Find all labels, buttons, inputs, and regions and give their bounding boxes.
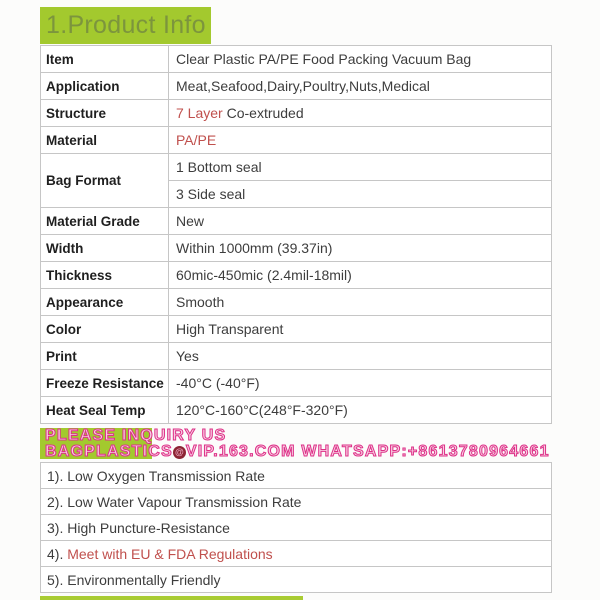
spec-label-structure: Structure [41, 100, 169, 127]
features-table [40, 462, 552, 593]
inquiry-line1: PLEASE INQUIRY US [45, 427, 227, 444]
spec-value-structure [169, 100, 552, 127]
feature-row-1 [41, 463, 552, 489]
spec-label-material: Material [41, 127, 169, 154]
spec-value-color: High Transparent [169, 316, 552, 343]
feature-row-4 [41, 541, 552, 567]
spec-row-width [41, 235, 552, 262]
feature-cell-1 [41, 463, 552, 489]
feature-cell-3 [41, 515, 552, 541]
spec-row-print [41, 343, 552, 370]
spec-row-thickness [41, 262, 552, 289]
spec-row-application [41, 73, 552, 100]
spec-label-appearance: Appearance [41, 289, 169, 316]
spec-row-heat-seal-temp [41, 397, 552, 424]
spec-label-application: Application [41, 73, 169, 100]
spec-label-freeze-resistance: Freeze Resistance [41, 370, 169, 397]
feature-text-4: Meet with EU & FDA Regulations [67, 545, 273, 562]
feature-row-3 [41, 515, 552, 541]
spec-row-appearance [41, 289, 552, 316]
feature-text-3: High Puncture-Resistance [67, 519, 230, 536]
spec-value-bag-format-1: 1 Bottom seal [169, 154, 552, 181]
structure-red-text: 7 Layer [176, 105, 223, 121]
product-spec-table [40, 45, 552, 424]
feature-num-3: 3). [47, 519, 64, 536]
spec-label-color: Color [41, 316, 169, 343]
spec-value-width: Within 1000mm (39.37in) [169, 235, 552, 262]
feature-text-2: Low Water Vapour Transmission Rate [67, 493, 302, 510]
spec-label-width: Width [41, 235, 169, 262]
inquiry-line2 [45, 444, 560, 460]
spec-value-appearance: Smooth [169, 289, 552, 316]
feature-num-1: 1). [47, 467, 64, 484]
spec-label-material-grade: Material Grade [41, 208, 169, 235]
spec-label-heat-seal-temp: Heat Seal Temp [41, 397, 169, 424]
section-header-highlight [40, 7, 211, 44]
spec-value-print: Yes [169, 343, 552, 370]
feature-cell-2 [41, 489, 552, 515]
inquiry-text [40, 426, 560, 460]
section-title: 1.Product Info [46, 11, 206, 39]
spec-value-application: Meat,Seafood,Dairy,Poultry,Nuts,Medical [169, 73, 552, 100]
spec-row-color [41, 316, 552, 343]
feature-num-5: 5). [47, 571, 64, 588]
spec-value-thickness: 60mic-450mic (2.4mil-18mil) [169, 262, 552, 289]
feature-text-1: Low Oxygen Transmission Rate [67, 467, 265, 484]
spec-value-material [169, 127, 552, 154]
spec-row-structure [41, 100, 552, 127]
spec-row-material-grade [41, 208, 552, 235]
spec-value-heat-seal-temp: 120°C-160°C(248°F-320°F) [169, 397, 552, 424]
inquiry-email-domain-whatsapp: VIP.163.COM WHATSAPP:+8613780964661 [185, 443, 550, 460]
feature-cell-4 [41, 541, 552, 567]
next-section-highlight-sliver [40, 596, 303, 600]
spec-row-item [41, 46, 552, 73]
spec-value-item: Clear Plastic PA/PE Food Packing Vacuum Bag [169, 46, 552, 73]
material-red-text: PA/PE [176, 132, 217, 148]
spec-row-bag-format-1 [41, 154, 552, 181]
feature-row-5 [41, 567, 552, 593]
spec-value-freeze-resistance: -40°C (-40°F) [169, 370, 552, 397]
spec-label-print: Print [41, 343, 169, 370]
spec-value-bag-format-2: 3 Side seal [169, 181, 552, 208]
at-icon: @ [173, 446, 186, 459]
spec-row-freeze-resistance [41, 370, 552, 397]
inquiry-email-user: BAGPLASTICS [45, 443, 173, 460]
spec-label-item: Item [41, 46, 169, 73]
feature-num-4: 4). [47, 545, 64, 562]
feature-row-2 [41, 489, 552, 515]
spec-value-material-grade: New [169, 208, 552, 235]
feature-num-2: 2). [47, 493, 64, 510]
spec-row-material [41, 127, 552, 154]
feature-cell-5 [41, 567, 552, 593]
spec-label-thickness: Thickness [41, 262, 169, 289]
structure-rest-text: Co-extruded [222, 105, 304, 121]
spec-label-bag-format: Bag Format [41, 154, 169, 208]
inquiry-banner [40, 426, 560, 461]
feature-text-5: Environmentally Friendly [67, 571, 221, 588]
